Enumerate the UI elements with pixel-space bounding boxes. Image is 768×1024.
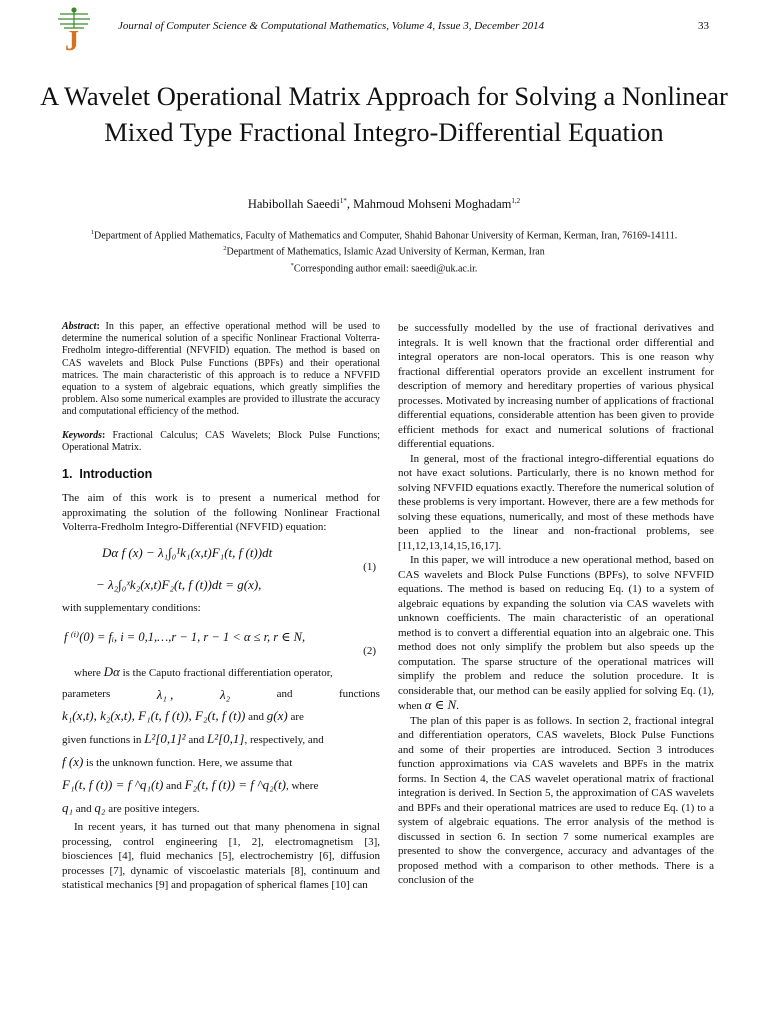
body-paragraph: In this paper, we will introduce a new operational method, based on CAS wavelets and Block Pulse Functions (BPFs), to solve NFVFID equations. The method is based on reducing Eq. (1) to a system of algebraic equations by expanding the solution via CAS wavelets with unknown coefficients. The main characteristic of an operational method is to convert a differential equation into an algebraic one. This method does not only simplify the problem but also speeds up the computation. The sparse structure of the operational matrices will simplify the problem and reduce the solution procedure. It is considerable that, our method can be easily applied for solving Eq. (1), when α ∈ N. <box>398 554 714 712</box>
body-paragraph: In general, most of the fractional integro-differential equations do not have exact solutions. Particularly, there is no known method for solving NFVFID equations exactly. Therefore the numerical solution of these problems is very important. However, there are a few methods for solving these equations, numerically, and most of these methods have been applied to the linear and non-fractional problems, see [11,12,13,14,15,16,17]. <box>398 452 714 552</box>
equation-1-line-1: Dα f (x) − λ₁∫₀¹k₁(x,t)F₁(t, f (t))dt <box>102 544 273 560</box>
page-number: 33 <box>698 20 709 32</box>
keywords: Keywords: Fractional Calculus; CAS Wavelets; Block Pulse Functions; Operational Matrix. <box>62 429 380 453</box>
conditions-paragraph: where Dα is the Caputo fractional differentiation operator, parameters λ₁ , λ₂ and functions k₁(x,t), k₂(x,t), F₁(t, f (t)), F₂(t, f (t)) and g(x) are given functions in L²[0,1]² and L²[0,1], respectively, and f (x) is the unknown function. Here, we assume that F₁(t, f (t)) = f ^q₁(t) and F₂(t, f (t)) = f ^q₂(t), where q₁ and q₂ are positive integers. <box>62 664 380 816</box>
keywords-text: Fractional Calculus; CAS Wavelets; Block Pulse Functions; Operational Matrix. <box>62 429 380 453</box>
affiliation-2: $^2$Department of Mathematics, Islamic Azad University of Kerman, Kerman, Iran <box>223 245 545 258</box>
journal-name: Journal of Computer Science & Computational Mathematics, Volume 4, Issue 3, December 2014 <box>118 20 545 32</box>
logo-letter: J <box>65 26 79 52</box>
equation-2 <box>62 615 380 658</box>
intro-paragraph: In recent years, it has turned out that many phenomena in signal processing, control engineering [1, 2], electromagnetism [3], biosciences [4], fluid mechanics [5], electrochemistry [6], diffusion processes [7], dynamic of viscoelastic materials [8], continuum and statistical mechanics [9] and propagation of spherical flames [10] can <box>62 821 380 892</box>
keywords-label: Keywords <box>62 429 102 441</box>
affiliations <box>62 226 706 275</box>
paper-title: A Wavelet Operational Matrix Approach for Solving a Nonlinear Mixed Type Fractional Integro-Differential Equation <box>40 81 728 147</box>
page-header <box>0 0 768 60</box>
equation-1-line-2: − λ₂∫₀ˣk₂(x,t)F₂(t, f (t))dt = g(x), <box>96 576 262 592</box>
right-column <box>398 321 714 888</box>
abstract-text: In this paper, an effective operational method will be used to determine the numerical solution of a specific Nonlinear Fractional Volterra-Fredholm integro-differential (NFVFID) equation. The method is based on CAS wavelets and Block Pulse Functions (BPFs) and their operational matrices. The main characteristic of this approach is to reduce a NFVFID equation to a system of algebraic equations, which greatly simplifies the problem. Also some numerical examples are provided to illustrate the accuracy and computational efficiency of the method. <box>62 321 380 418</box>
equation-2-text: f ⁽ⁱ⁾(0) = fᵢ, i = 0,1,…,r − 1, r − 1 < α ≤ r, r ∈ N, <box>64 630 306 645</box>
body-paragraph: The plan of this paper is as follows. In section 2, fractional integral and differentiation operators, CAS wavelets, Block Pulse Functions and some of their properties are introduced. Section 3 introduces function approximations via CAS wavelets and BPFs in the matrix forms. In Section 4, the CAS wavelet operational matrix of fractional integration is derived. In Section 5, the approximation of CAS wavelets and BPFs and their operational matrices are used to reduce Eq. (1) to a system of algebraic equations. The error analysis of the method is discussed in section 6. In section 7 some numerical examples are presented to show the convergence, accuracy and advantages of the proposed method with a comparison to other methods. There is a conclusion of the <box>398 714 714 886</box>
author-name: Habibollah Saeedi <box>247 197 340 212</box>
intro-paragraph: The aim of this work is to present a numerical method for approximating the solution of the following Nonlinear Fractional Volterra-Fredholm Integro-Differential (NFVFID) equation: <box>62 492 380 534</box>
corresponding-author: *Corresponding author email: saeedi@uk.ac.ir. <box>290 261 478 274</box>
abstract: Abstract: In this paper, an effective operational method will be used to determine the numerical solution of a specific Nonlinear Fractional Volterra-Fredholm integro-differential (NFVFID) equation. The method is based on CAS wavelets and Block Pulse Functions (BPFs) and their operational matrices. The main characteristic of this approach is to reduce a NFVFID equation to a system of algebraic equations, which greatly simplifies the problem. Also some numerical examples are provided to illustrate the accuracy and computational efficiency of the method. <box>62 321 380 418</box>
author-affiliation-mark: 1,2 <box>511 197 521 205</box>
author-name: Mahmoud Mohseni Moghadam <box>353 197 512 212</box>
equation-1 <box>62 535 380 601</box>
author-list <box>40 197 728 212</box>
equation-number: (2) <box>363 645 376 658</box>
equation-number: (1) <box>363 560 376 573</box>
inline-math: α ∈ N <box>424 697 457 712</box>
author-separator: , <box>346 197 354 212</box>
journal-logo-icon <box>52 6 96 52</box>
section-heading: 1. Introduction <box>62 467 153 482</box>
affiliation-1: $^1$Department of Applied Mathematics, Faculty of Mathematics and Computer, Shahid Bahonar University of Kerman, Kerman, Iran, 76169-14111. <box>90 229 678 242</box>
body-paragraph: be successfully modelled by the use of fractional derivatives and integrals. It is well known that the fractional order differential and integral operators are non-local operators. This is one reason why fractional differential operators provide an excellent instrument for description of memory and hereditary properties of various physical processes. Motivated by increasing number of applications of fractional differential equations, considerable attention has been given to provide efficient methods for exact and numerical solutions of fractional differential equations. <box>398 322 714 450</box>
supplementary-conditions-label: with supplementary conditions: <box>62 601 201 614</box>
author-affiliation-mark: 1* <box>339 197 347 205</box>
abstract-label: Abstract <box>62 321 97 332</box>
left-column <box>62 321 380 893</box>
